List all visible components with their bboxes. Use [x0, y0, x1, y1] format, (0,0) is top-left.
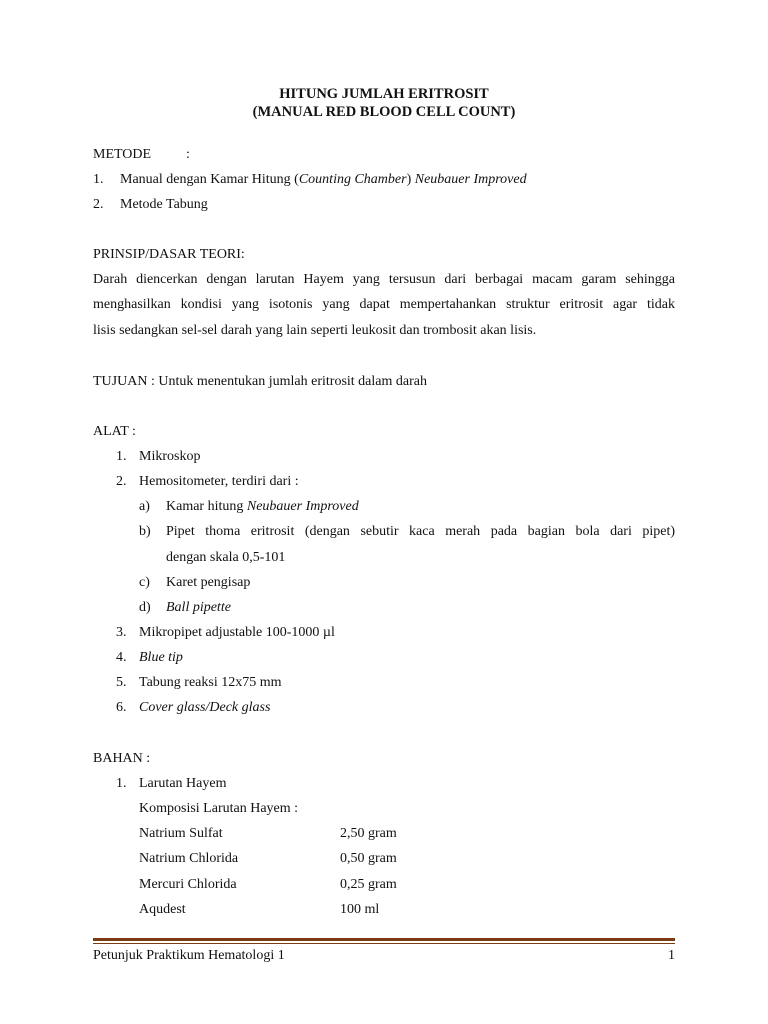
komposisi-amount: 0,50 gram	[340, 851, 397, 866]
tujuan-text: TUJUAN : Untuk menentukan jumlah eritrosit dalam darah	[93, 374, 427, 389]
alat-item-2: Hemositometer, terdiri dari :	[139, 474, 299, 489]
document-title: HITUNG JUMLAH ERITROSIT	[279, 86, 489, 102]
alat-item-number: 3.	[116, 625, 127, 640]
komposisi-label: Komposisi Larutan Hayem :	[139, 801, 299, 816]
bahan-item-number: 1.	[116, 776, 127, 791]
alat-item-number: 2.	[116, 474, 127, 489]
alat-item-number: 5.	[116, 675, 127, 690]
alat-item-number: 1.	[116, 449, 127, 464]
alat-item-5: Tabung reaksi 12x75 mm	[139, 675, 282, 690]
prinsip-line-1: Darah diencerkan dengan larutan Hayem yang tersusun dari berbagai macam garam sehingga	[93, 272, 675, 287]
alat-subitem-d: Ball pipette	[166, 600, 231, 615]
alat-item-1: Mikroskop	[139, 449, 201, 464]
footer-rule-thin	[93, 943, 675, 944]
alat-subitem-letter: b)	[139, 524, 151, 539]
alat-item-number: 4.	[116, 650, 127, 665]
bahan-heading: BAHAN :	[93, 751, 151, 766]
footer-rule-thick	[93, 938, 675, 941]
alat-subitem-letter: a)	[139, 499, 150, 514]
alat-subitem-letter: d)	[139, 600, 151, 615]
alat-subitem-c: Karet pengisap	[166, 575, 251, 590]
alat-item-number: 6.	[116, 700, 127, 715]
prinsip-heading: PRINSIP/DASAR TEORI:	[93, 247, 245, 262]
alat-item-4: Blue tip	[139, 650, 183, 665]
komposisi-name: Natrium Chlorida	[139, 851, 239, 866]
alat-item-6: Cover glass/Deck glass	[139, 700, 271, 715]
komposisi-amount: 0,25 gram	[340, 877, 397, 892]
alat-item-3: Mikropipet adjustable 100-1000 µl	[139, 625, 335, 640]
document-subtitle: (MANUAL RED BLOOD CELL COUNT)	[252, 104, 516, 120]
alat-heading: ALAT :	[93, 424, 136, 439]
bahan-item-1: Larutan Hayem	[139, 776, 227, 791]
prinsip-line-2: menghasilkan kondisi yang isotonis yang dapat mempertahankan struktur eritrosit agar tidak	[93, 297, 675, 312]
metode-item-2: Metode Tabung	[120, 197, 208, 212]
komposisi-amount: 2,50 gram	[340, 826, 397, 841]
alat-subitem-letter: c)	[139, 575, 150, 590]
komposisi-name: Aqudest	[139, 902, 186, 917]
footer-title: Petunjuk Praktikum Hematologi 1	[93, 948, 285, 963]
komposisi-name: Mercuri Chlorida	[139, 877, 237, 892]
metode-item-1: Manual dengan Kamar Hitung (Counting Chamber) Neubauer Improved	[120, 172, 527, 187]
metode-item-number: 2.	[93, 197, 104, 212]
alat-subitem-b-line-1: Pipet thoma eritrosit (dengan sebutir kaca merah pada bagian bola dari pipet)	[166, 524, 675, 539]
komposisi-name: Natrium Sulfat	[139, 826, 223, 841]
metode-item-number: 1.	[93, 172, 104, 187]
alat-subitem-a: Kamar hitung Neubauer Improved	[166, 499, 359, 514]
komposisi-amount: 100 ml	[340, 902, 380, 917]
metode-label: METODE	[93, 147, 152, 162]
page-number: 1	[668, 948, 675, 963]
prinsip-line-3: lisis sedangkan sel-sel darah yang lain seperti leukosit dan trombosit akan lisis.	[93, 323, 537, 338]
alat-subitem-b-line-2: dengan skala 0,5-101	[166, 550, 286, 565]
metode-colon: :	[186, 147, 190, 162]
